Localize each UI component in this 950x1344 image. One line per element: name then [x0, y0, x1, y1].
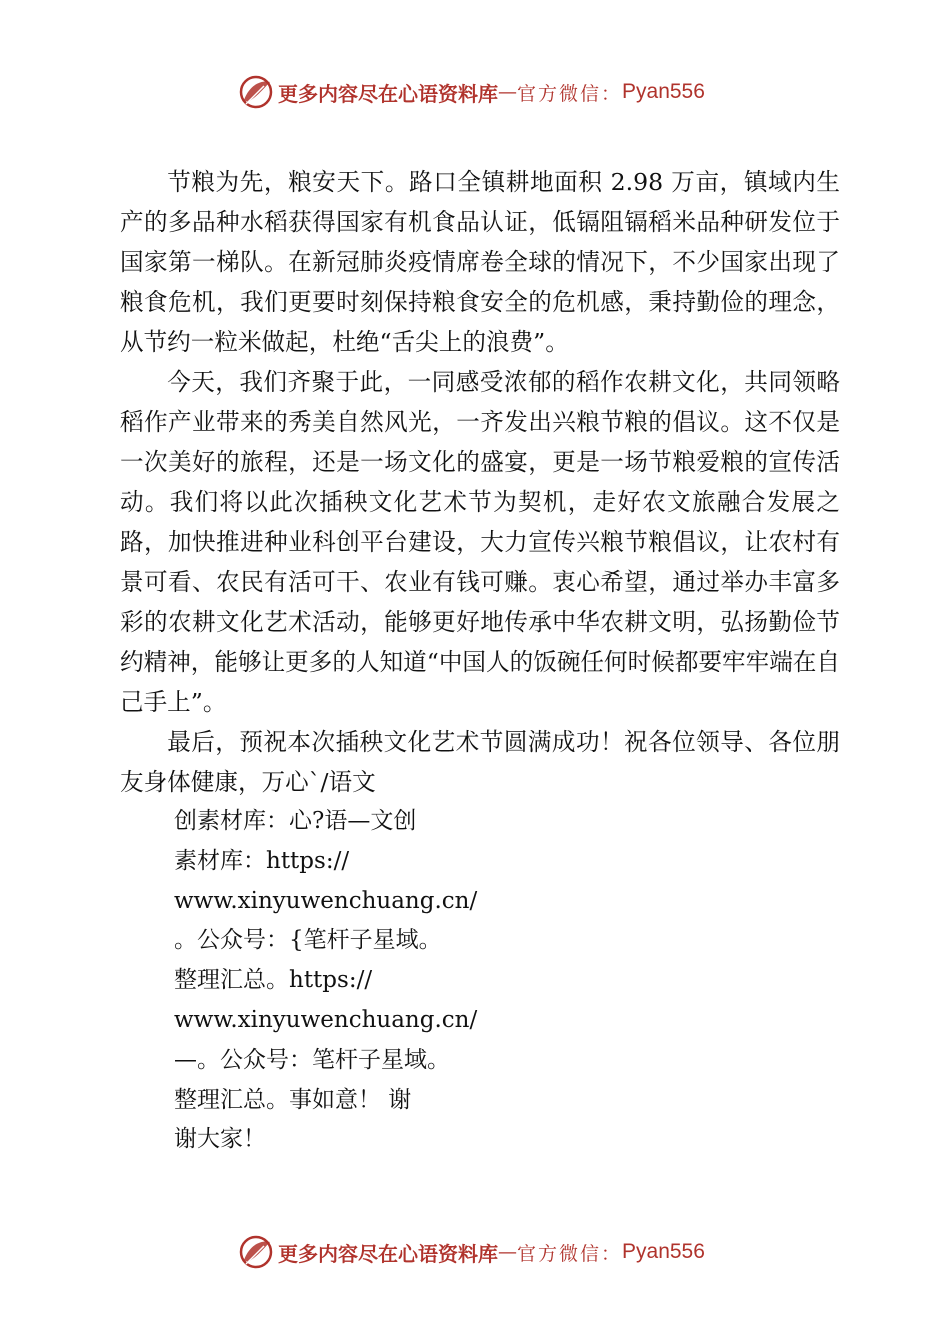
text-line: 创素材库：心?语—文创 — [174, 808, 417, 834]
paragraph-1: 节粮为先，粮安天下。路口全镇耕地面积 2.98 万亩，镇域内生产的多品种水稻获得国家有机食品认证，低镉阻镉稻米品种研发位于国家第一梯队。在新冠肺炎疫情席卷全球的情况下，不少国家出现了粮食危机，我们更要时刻保持粮食安全的危机感，秉持勤俭的理念，从节约一粒米做起，杜绝“舌尖上的浪费”。 — [120, 168, 840, 356]
banner-separator: — — [498, 81, 517, 103]
text-line: 。公众号：{笔杆子星域。 — [174, 927, 442, 954]
text-line: —。公众号：笔杆子星域。 — [174, 1046, 450, 1073]
banner-text: 更多内容尽在心语资料库 — [278, 81, 498, 106]
leaf-logo-icon — [238, 74, 274, 110]
banner-wechat-label: 官方微信： — [517, 82, 623, 105]
banner-separator: — — [498, 1241, 517, 1263]
text-line: 整理汇总。https:// — [174, 967, 373, 994]
banner-wechat-id: Pyan556 — [622, 80, 705, 103]
trailing-lines — [120, 802, 840, 1160]
banner-wechat-label: 官方微信： — [517, 1242, 623, 1265]
text-line: www.xinyuwenchuang.cn/ — [174, 1006, 478, 1033]
footer-watermark-banner — [238, 1230, 738, 1274]
header-watermark-banner — [238, 70, 738, 114]
leaf-logo-icon — [238, 1234, 274, 1270]
banner-text: 更多内容尽在心语资料库 — [278, 1241, 498, 1266]
banner-wechat-id: Pyan556 — [622, 1240, 705, 1263]
text-line: 整理汇总。事如意！ 谢 — [174, 1086, 412, 1113]
paragraph-3: 最后，预祝本次插秧文化艺术节圆满成功！祝各位领导、各位朋友身体健康，万心`/语文 — [120, 728, 840, 796]
text-line: 素材库：https:// — [174, 847, 350, 874]
paragraph-2: 今天，我们齐聚于此，一同感受浓郁的稻作农耕文化，共同领略稻作产业带来的秀美自然风光，一齐发出兴粮节粮的倡议。这不仅是一次美好的旅程，还是一场文化的盛宴，更是一场节粮爱粮的宣传活动。我们将以此次插秧文化艺术节为契机，走好农文旅融合发展之路，加快推进种业科创平台建设，大力宣传兴粮节粮倡议，让农村有景可看、农民有活可干、农业有钱可赚。衷心希望，通过举办丰富多彩的农耕文化艺术活动，能够更好地传承中华农耕文明，弘扬勤俭节约精神，能够让更多的人知道“中国人的饭碗任何时候都要牢牢端在自己手上”。 — [120, 368, 840, 716]
text-line: www.xinyuwenchuang.cn/ — [174, 887, 478, 914]
text-line: 谢大家！ — [174, 1126, 266, 1153]
document-body — [120, 162, 840, 1160]
